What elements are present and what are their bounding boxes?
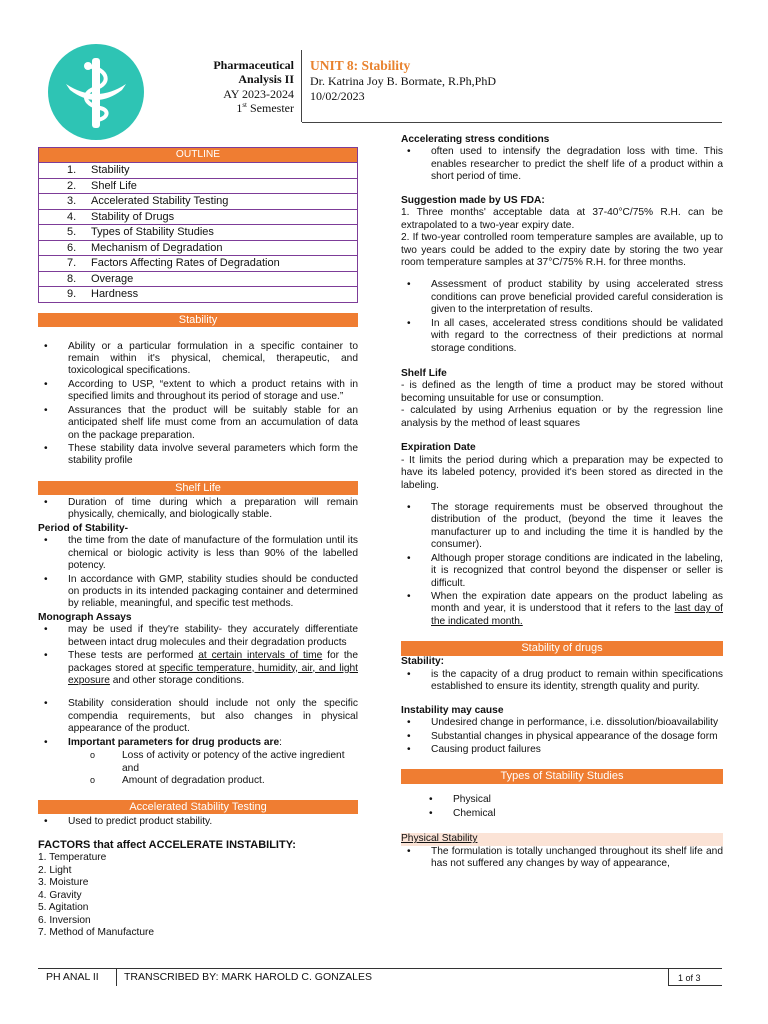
- section-header-types: Types of Stability Studies: [401, 769, 723, 784]
- list-item: • Important parameters for drug products are:: [38, 737, 358, 749]
- section-header-stability-of-drugs: Stability of drugs: [401, 641, 723, 656]
- period-list: [38, 535, 358, 611]
- list-item: • Stability consideration should include not only the specific compendia requirements, but also changes in physical appearance of the product.: [38, 698, 358, 735]
- outline-item: 9. Hardness: [39, 286, 357, 302]
- list-item: 6. Inversion: [38, 914, 91, 926]
- footer-transcriber: TRANSCRIBED BY: MARK HAROLD C. GONZALES: [124, 971, 372, 983]
- list-item: • Assessment of product stability by using accelerated stress conditions can prove beneficial provided careful consideration is given to the interpretation of results.: [401, 279, 723, 316]
- list-item: 7. Method of Manufacture: [38, 926, 155, 938]
- list-item: • is the capacity of a drug product to remain within specifications established to ensure its identity, strength quality and purity.: [401, 669, 723, 694]
- lecture-date: 10/02/2023: [310, 88, 365, 103]
- stress-heading: Accelerating stress conditions: [401, 134, 550, 145]
- caduceus-icon: [48, 44, 144, 140]
- stress-list: [401, 146, 723, 183]
- unit-info: [310, 58, 496, 103]
- expiration-text: - It limits the period during which a preparation may be expected to have its labeled potency, provided it's been stored as directed in the labeling.: [401, 454, 723, 491]
- course-info: [168, 58, 294, 116]
- factors-list: [38, 852, 358, 939]
- header-divider: [301, 50, 302, 122]
- semester-num: 1: [236, 101, 243, 116]
- semester: [168, 101, 294, 115]
- list-item: • Used to predict product stability.: [38, 816, 358, 828]
- stability-heading: Stability:: [401, 656, 445, 668]
- list-item: 5. Agitation: [38, 902, 89, 914]
- list-item: • When the expiration date appears on the product labeling as month and year, it is understood that it refers to the last day of the indicated month.: [401, 591, 723, 628]
- section-header-shelf-life: Shelf Life: [38, 481, 358, 495]
- header-rule: [302, 122, 722, 123]
- list-item: • may be used if they're stability- they accurately differentiate between intact drug molecules and their degradation products: [38, 624, 358, 649]
- outline-table: [38, 162, 358, 303]
- outline-item: 1. Stability: [39, 162, 357, 178]
- outline-item: 4. Stability of Drugs: [39, 209, 357, 225]
- fda-heading: Suggestion made by US FDA:: [401, 194, 545, 206]
- stability-def-list: [401, 669, 723, 694]
- factors-heading: FACTORS that affect ACCELERATE INSTABILITY:: [38, 838, 296, 851]
- instability-heading: Instability may cause: [401, 704, 504, 716]
- list-item: o Amount of degradation product.: [38, 775, 358, 787]
- fda-item-2: 2. If two-year controlled room temperature samples are available, up to two years could be added to the expiry date by storing the two year room temperature samples at 37°C/75% R.H. for three months.: [401, 232, 723, 268]
- expiration-heading: Expiration Date: [401, 442, 476, 454]
- left-column: [38, 147, 358, 939]
- shelf-life-heading: Shelf Life: [401, 368, 447, 379]
- list-item: 2. Light: [38, 864, 72, 876]
- course-line2: Analysis II: [238, 72, 294, 87]
- shelf-life-def: - is defined as the length of time a product may be stored without becoming unsuitable for use or consumption.: [401, 380, 723, 404]
- list-item: • The storage requirements must be observed throughout the distribution of the product, (beyond the time it leaves the manufacturer up to and including the time it is handled by the consumer).: [401, 502, 723, 552]
- list-item: • The formulation is totally unchanged throughout its shelf life and has not suffered any changes by way of appearance,: [401, 846, 723, 871]
- fda-item-1: 1. Three months' acceptable data at 37-40°C/75% R.H. can be extrapolated to a two-year expiry date.: [401, 207, 723, 231]
- section-header-stability: Stability: [38, 313, 358, 327]
- footer-rule-bottom: [668, 985, 722, 986]
- list-item: • Substantial changes in physical appearance of the dosage form: [401, 731, 723, 743]
- outline-item: 2. Shelf Life: [39, 178, 357, 194]
- stability-list: [38, 341, 358, 468]
- list-item: • Chemical: [423, 808, 723, 820]
- monograph-list: [38, 624, 358, 687]
- assessment-list: [401, 279, 723, 355]
- list-item: 3. Moisture: [38, 877, 89, 889]
- semester-sup: st: [242, 101, 247, 110]
- accelerated-list: [38, 816, 358, 828]
- outline-item: 7. Factors Affecting Rates of Degradation: [39, 255, 357, 271]
- footer-divider: [668, 969, 669, 986]
- section-header-accelerated: Accelerated Stability Testing: [38, 800, 358, 814]
- academic-year: AY 2023-2024: [223, 86, 294, 101]
- footer-divider: [116, 969, 117, 986]
- page-number: 1 of 3: [678, 973, 701, 983]
- outline-item: 6. Mechanism of Degradation: [39, 240, 357, 256]
- list-item: • In accordance with GMP, stability studies should be conducted on products in its intended packaging container and determined by reliable, meaningful, and specific test methods.: [38, 574, 358, 611]
- list-item: • often used to intensify the degradation loss with time. This enables researcher to predict the shelf life of a product within a short period of time.: [401, 146, 723, 183]
- list-item: • the time from the date of manufacture of the formulation until its chemical or biologic activity is less than 90% of the labelled potency.: [38, 535, 358, 572]
- parameters-sublist: [38, 750, 358, 787]
- footer-course: PH ANAL II: [46, 971, 99, 983]
- unit-title: UNIT 8: Stability: [310, 58, 411, 73]
- outline-item: 8. Overage: [39, 271, 357, 287]
- outline-title: OUTLINE: [38, 147, 358, 162]
- list-item: • Ability or a particular formulation in a specific container to remain within it's physical, chemical, therapeutic, and toxicological specifications.: [38, 341, 358, 378]
- monograph-heading: Monograph Assays: [38, 611, 132, 623]
- semester-word: Semester: [247, 101, 294, 116]
- right-column: [401, 134, 723, 872]
- list-item: • Although proper storage conditions are indicated in the labeling, it is recognized that control beyond the dispenser or seller is difficult.: [401, 553, 723, 590]
- shelf-life-list: [38, 497, 358, 522]
- list-item: • Assurances that the product will be suitably stable for an anticipated shelf life must come from an accumulation of data on the package preparation.: [38, 405, 358, 442]
- instability-list: [401, 717, 723, 756]
- physical-stability-heading: Physical Stability: [401, 833, 723, 845]
- list-item: • According to USP, “extent to which a product retains with in specified limits and throughout its period of storage and use.”: [38, 379, 358, 404]
- shelf-life-calc: - calculated by using Arrhenius equation or by the regression line analysis by the method of least squares: [401, 405, 723, 429]
- list-item: • In all cases, accelerated stress conditions should be validated with regard to the correctness of their predictions at normal storage conditions.: [401, 318, 723, 355]
- consideration-list: [38, 698, 358, 749]
- list-item: • Physical: [423, 794, 723, 806]
- list-item: • These stability data involve several parameters which form the stability profile: [38, 443, 358, 468]
- list-item: • Duration of time during which a preparation will remain physically, chemically, and biologically stable.: [38, 497, 358, 522]
- list-item: • Undesired change in performance, i.e. dissolution/bioavailability: [401, 717, 723, 729]
- outline-item: 3. Accelerated Stability Testing: [39, 193, 357, 209]
- list-item: 4. Gravity: [38, 889, 82, 901]
- course-line1: Pharmaceutical: [213, 58, 294, 72]
- storage-list: [401, 502, 723, 628]
- list-item: • Causing product failures: [401, 744, 723, 756]
- footer-rule: [38, 968, 722, 969]
- list-item: • These tests are performed at certain intervals of time for the packages stored at specific temperature, humidity, air, and light exposure and other storage conditions.: [38, 650, 358, 687]
- types-list: [401, 794, 723, 820]
- caduceus-logo: [48, 44, 144, 140]
- author: Dr. Katrina Joy B. Bormate, R.Ph,PhD: [310, 74, 496, 89]
- list-item: o Loss of activity or potency of the active ingredient and: [38, 750, 358, 775]
- physical-list: [401, 846, 723, 871]
- outline-item: 5. Types of Stability Studies: [39, 224, 357, 240]
- period-heading: Period of Stability-: [38, 522, 128, 534]
- list-item: 1. Temperature: [38, 852, 107, 864]
